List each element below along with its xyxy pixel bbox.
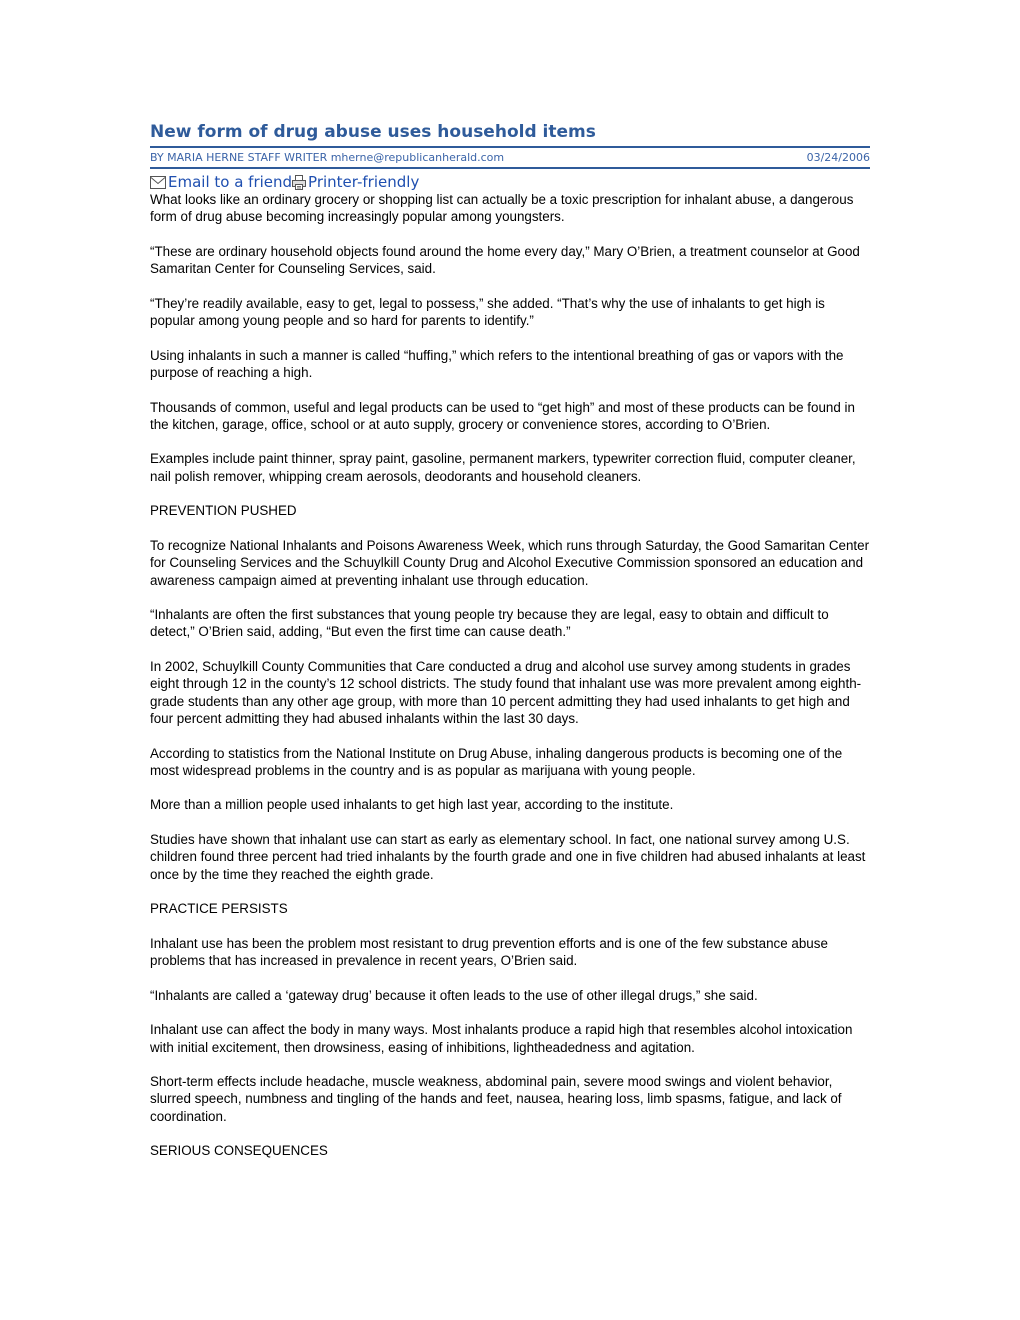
envelope-icon	[150, 176, 166, 189]
article-body	[150, 191, 870, 1160]
paragraph: According to statistics from the National Institute on Drug Abuse, inhaling dangerous products is becoming one of the most widespread problems in the country and is as popular as marijuana with young people.	[150, 745, 843, 778]
paragraph: To recognize National Inhalants and Poisons Awareness Week, which runs through Saturday, the Good Samaritan Center for Counseling Services and the Schuylkill County Drug and Alcohol Executive Commission sponsored an education and awareness campaign aimed at preventing inhalant use through education.	[150, 537, 870, 588]
printer-icon	[292, 175, 306, 190]
article-headline: New form of drug abuse uses household items	[150, 121, 870, 148]
section-heading: SERIOUS CONSEQUENCES	[150, 1143, 328, 1159]
printer-friendly-link[interactable]	[292, 173, 419, 191]
paragraph: “They’re readily available, easy to get, legal to possess,” she added. “That’s why the use of inhalants to get high is popular among young people and so hard for parents to identify.”	[150, 295, 825, 329]
paragraph: Short-term effects include headache, muscle weakness, abdominal pain, severe mood swings and violent behavior, slurred speech, numbness and tingling of the hands and feet, nausea, hearing loss, limb spasms, fatigue, and lack of coordination.	[150, 1074, 842, 1124]
paragraph: Studies have shown that inhalant use can start as early as elementary school. In fact, one national survey among U.S. children found three percent had tried inhalants by the fourth grade and one in five children had abused inhalants at least once by the time they reached the eighth grade.	[150, 831, 866, 882]
paragraph: What looks like an ordinary grocery or shopping list can actually be a toxic prescription for inhalant abuse, a dangerous form of drug abuse becoming increasingly popular among youngsters.	[150, 192, 854, 225]
paragraph: In 2002, Schuylkill County Communities that Care conducted a drug and alcohol use survey among students in grades eight through 12 in the county’s 12 school districts. The study found that inhalant use was more prevalent among eighth-grade students than any other age group, with more than 10 percent admitting they had used inhalants to get high and four percent admitting they had abused inhalants within the last 30 days.	[150, 659, 862, 726]
paragraph: Thousands of common, useful and legal products can be used to “get high” and most of these products can be found in the kitchen, garage, office, school or at auto supply, grocery or convenience stores, according to O’Brien.	[150, 399, 855, 432]
paragraph: Examples include paint thinner, spray paint, gasoline, permanent markers, typewriter correction fluid, computer cleaner, nail polish remover, whipping cream aerosols, deodorants and household cleaners.	[150, 451, 856, 484]
email-to-friend-link[interactable]	[150, 173, 292, 191]
paragraph: “Inhalants are called a ‘gateway drug’ because it often leads to the use of other illegal drugs,” she said.	[150, 987, 758, 1003]
article-date: 03/24/2006	[806, 151, 870, 164]
section-heading: PREVENTION PUSHED	[150, 503, 297, 519]
section-heading: PRACTICE PERSISTS	[150, 901, 288, 917]
article	[150, 121, 870, 1177]
paragraph: More than a million people used inhalants to get high last year, according to the institute.	[150, 797, 674, 813]
byline-row	[150, 148, 870, 169]
paragraph: Inhalant use has been the problem most resistant to drug prevention efforts and is one of the few substance abuse problems that has increased in prevalence in recent years, O’Brien said.	[150, 935, 828, 969]
article-tools	[150, 173, 870, 191]
paragraph: Inhalant use can affect the body in many ways. Most inhalants produce a rapid high that resembles alcohol intoxication with initial excitement, then drowsiness, easing of inhibitions, lightheadedness and agitation.	[150, 1022, 853, 1055]
byline: BY MARIA HERNE STAFF WRITER mherne@republicanherald.com	[150, 151, 505, 164]
paragraph: “Inhalants are often the first substances that young people try because they are legal, easy to obtain and difficult to detect,” O’Brien said, adding, “But even the first time can cause death.”	[150, 607, 829, 640]
email-to-friend-label: Email to a friend	[168, 173, 293, 191]
paragraph: Using inhalants in such a manner is called “huffing,” which refers to the intentional breathing of gas or vapors with the purpose of reaching a high.	[150, 347, 844, 380]
printer-friendly-label: Printer-friendly	[308, 173, 420, 191]
paragraph: “These are ordinary household objects found around the home every day,” Mary O’Brien, a treatment counselor at Good Samaritan Center for Counseling Services, said.	[150, 243, 860, 277]
